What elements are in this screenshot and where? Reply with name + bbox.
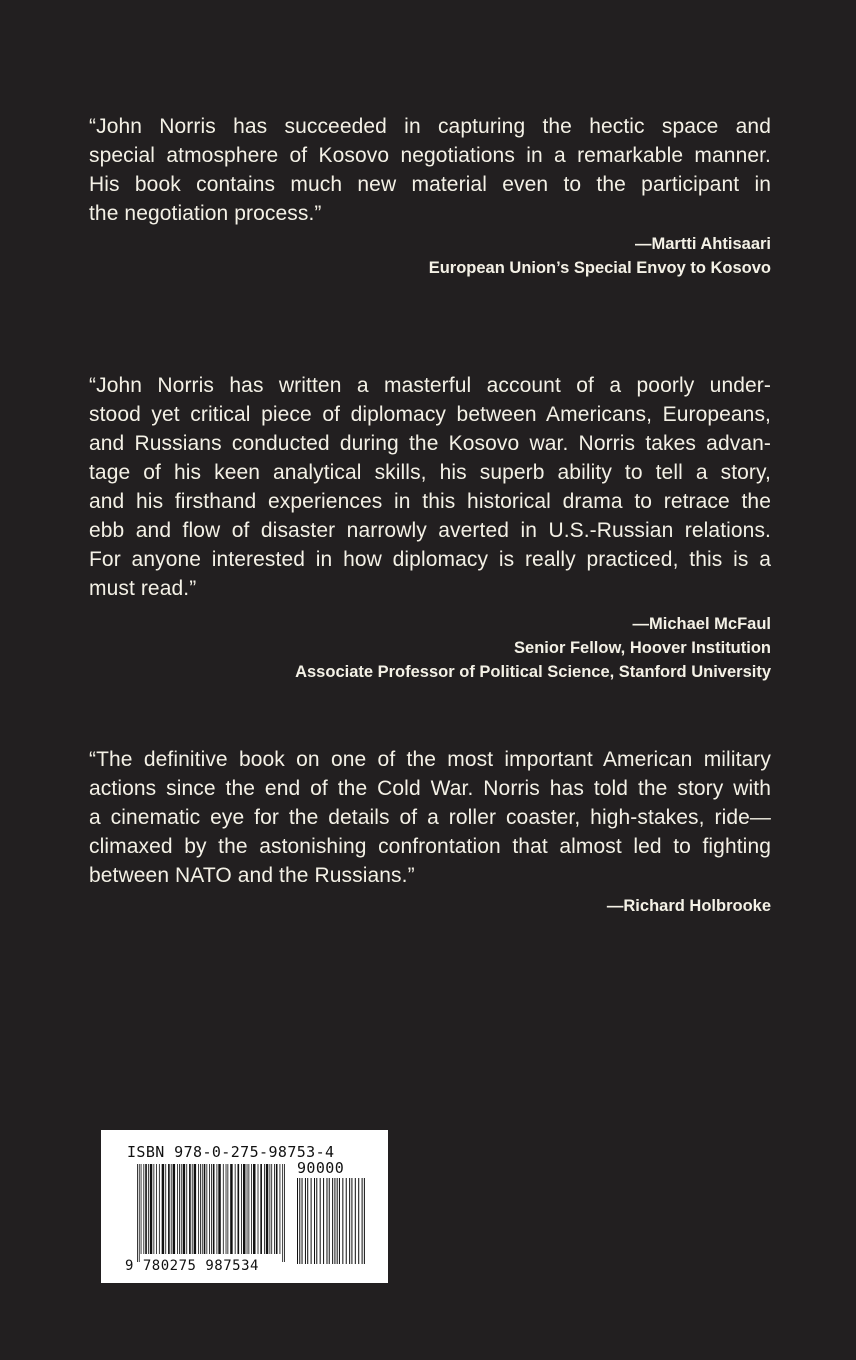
barcode-bar bbox=[153, 1164, 154, 1254]
barcode-bar bbox=[223, 1164, 224, 1254]
barcode-bar bbox=[274, 1164, 275, 1254]
blurb-ahtisaari bbox=[89, 112, 771, 280]
barcode-bar bbox=[326, 1178, 327, 1264]
attribution-title: Senior Fellow, Hoover Institution bbox=[514, 639, 771, 657]
barcode-bar bbox=[334, 1178, 335, 1264]
barcode-bar bbox=[204, 1164, 206, 1254]
quote-text bbox=[89, 112, 771, 228]
barcode-bar bbox=[143, 1164, 144, 1254]
barcode-bar bbox=[297, 1178, 298, 1264]
quote-line: between NATO and the Russians.” bbox=[89, 864, 415, 887]
barcode-bar bbox=[150, 1164, 152, 1254]
barcode-bar bbox=[237, 1164, 239, 1254]
barcode-bar bbox=[349, 1178, 350, 1264]
barcode-bar bbox=[192, 1164, 193, 1254]
ean-barcode-bars bbox=[137, 1164, 287, 1264]
barcode-bar bbox=[342, 1178, 343, 1264]
barcode-bar bbox=[162, 1164, 164, 1254]
barcode-bar bbox=[183, 1164, 185, 1254]
quote-line: For anyone interested in how diplomacy is really practiced, this is a bbox=[89, 548, 771, 571]
quote-line: the negotiation process.” bbox=[89, 202, 322, 225]
barcode-bar bbox=[299, 1178, 300, 1264]
barcode-bar bbox=[194, 1164, 196, 1254]
barcode-bar bbox=[323, 1178, 324, 1264]
barcode-bar bbox=[186, 1164, 187, 1254]
barcode-bar bbox=[137, 1164, 138, 1262]
barcode-bar bbox=[145, 1164, 147, 1254]
quote-line: stood yet critical piece of diplomacy between Americans, Europeans, bbox=[89, 403, 771, 426]
barcode-bar bbox=[329, 1178, 330, 1264]
barcode-bar bbox=[173, 1164, 175, 1254]
barcode-bar bbox=[264, 1164, 265, 1254]
barcode-bar bbox=[226, 1164, 227, 1254]
barcode-bar bbox=[206, 1164, 207, 1254]
attribution-name: —Michael McFaul bbox=[632, 615, 771, 633]
attribution bbox=[89, 232, 771, 280]
barcode-bar bbox=[364, 1178, 365, 1264]
barcode-bar bbox=[346, 1178, 347, 1264]
barcode-bar bbox=[351, 1178, 352, 1264]
barcode-bar bbox=[179, 1164, 180, 1254]
barcode-bar bbox=[181, 1164, 182, 1254]
barcode-bar bbox=[284, 1164, 285, 1262]
attribution bbox=[89, 894, 771, 918]
quote-line: tage of his keen analytical skills, his superb ability to tell a story, bbox=[89, 461, 771, 484]
barcode-bar bbox=[251, 1164, 252, 1254]
quote-line: “The definitive book on one of the most important American military bbox=[89, 748, 771, 771]
addon-barcode-bars bbox=[297, 1178, 367, 1264]
barcode-bar bbox=[200, 1164, 201, 1254]
ean-digits: 9 780275 987534 bbox=[125, 1258, 259, 1274]
barcode-bar bbox=[269, 1164, 270, 1254]
barcode-bar bbox=[198, 1164, 199, 1254]
quote-line: special atmosphere of Kosovo negotiations in a remarkable manner. bbox=[89, 144, 771, 167]
barcode-bar bbox=[271, 1164, 272, 1254]
price-code: 90000 bbox=[297, 1159, 345, 1177]
barcode-bar bbox=[248, 1164, 249, 1254]
barcode-bar bbox=[139, 1164, 140, 1262]
barcode-bar bbox=[141, 1164, 142, 1254]
isbn-barcode bbox=[101, 1130, 388, 1283]
barcode-bar bbox=[156, 1164, 157, 1254]
attribution-name: —Martti Ahtisaari bbox=[635, 235, 771, 253]
barcode-bar bbox=[177, 1164, 178, 1254]
attribution-name: —Richard Holbrooke bbox=[606, 897, 771, 915]
quote-line: climaxed by the astonishing confrontation that almost led to fighting bbox=[89, 835, 771, 858]
barcode-bar bbox=[307, 1178, 308, 1264]
barcode-bar bbox=[243, 1164, 245, 1254]
barcode-bar bbox=[358, 1178, 359, 1264]
blurb-holbrooke bbox=[89, 745, 771, 918]
blurb-mcfaul bbox=[89, 371, 771, 684]
barcode-bar bbox=[305, 1178, 306, 1264]
barcode-bar bbox=[311, 1178, 312, 1264]
barcode-bar bbox=[355, 1178, 356, 1264]
barcode-bar bbox=[316, 1178, 317, 1264]
barcode-bar bbox=[320, 1178, 321, 1264]
barcode-bar bbox=[302, 1178, 303, 1264]
barcode-bar bbox=[148, 1164, 149, 1254]
attribution-title: Associate Professor of Political Science, Stanford University bbox=[295, 663, 771, 681]
quote-line: and Russians conducted during the Kosovo war. Norris takes advan- bbox=[89, 432, 771, 455]
barcode-bar bbox=[266, 1164, 268, 1254]
barcode-bar bbox=[282, 1164, 283, 1262]
quote-line: ebb and flow of disaster narrowly averted in U.S.-Russian relations. bbox=[89, 519, 771, 542]
quote-line: must read.” bbox=[89, 577, 197, 600]
barcode-bar bbox=[260, 1164, 262, 1254]
quote-line: “John Norris has succeeded in capturing the hectic space and bbox=[89, 115, 771, 138]
barcode-bar bbox=[362, 1178, 363, 1264]
barcode-bar bbox=[276, 1164, 278, 1254]
quote-line: His book contains much new material even to the participant in bbox=[89, 173, 771, 196]
barcode-bar bbox=[258, 1164, 259, 1254]
barcode-bar bbox=[280, 1164, 281, 1254]
quote-line: actions since the end of the Cold War. Norris has told the story with bbox=[89, 777, 771, 800]
barcode-bar bbox=[241, 1164, 242, 1254]
barcode-bar bbox=[253, 1164, 255, 1254]
quote-line: “John Norris has written a masterful account of a poorly under- bbox=[89, 374, 771, 397]
quote-text bbox=[89, 745, 771, 890]
barcode-bar bbox=[202, 1164, 203, 1254]
attribution bbox=[89, 612, 771, 684]
barcode-bar bbox=[247, 1164, 248, 1254]
barcode-bar bbox=[332, 1178, 333, 1264]
barcode-bar bbox=[168, 1164, 170, 1254]
barcode-bar bbox=[209, 1164, 210, 1254]
barcode-bar bbox=[189, 1164, 191, 1254]
barcode-bar bbox=[165, 1164, 166, 1254]
barcode-bar bbox=[235, 1164, 236, 1254]
barcode-bar bbox=[171, 1164, 172, 1254]
barcode-bar bbox=[314, 1178, 315, 1264]
barcode-bar bbox=[216, 1164, 217, 1254]
barcode-bar bbox=[227, 1164, 228, 1254]
attribution-title: European Union’s Special Envoy to Kosovo bbox=[428, 259, 771, 277]
quote-line: and his firsthand experiences in this historical drama to retrace the bbox=[89, 490, 771, 513]
barcode-bar bbox=[213, 1164, 215, 1254]
isbn-label: ISBN 978-0-275-98753-4 bbox=[127, 1143, 335, 1161]
barcode-bar bbox=[159, 1164, 160, 1254]
quote-line: a cinematic eye for the details of a roller coaster, high-stakes, ride— bbox=[89, 806, 771, 829]
barcode-bar bbox=[339, 1178, 340, 1264]
barcode-bar bbox=[211, 1164, 212, 1254]
barcode-bar bbox=[337, 1178, 338, 1264]
barcode-bar bbox=[230, 1164, 232, 1254]
barcode-bar bbox=[218, 1164, 220, 1254]
quote-text bbox=[89, 371, 771, 603]
